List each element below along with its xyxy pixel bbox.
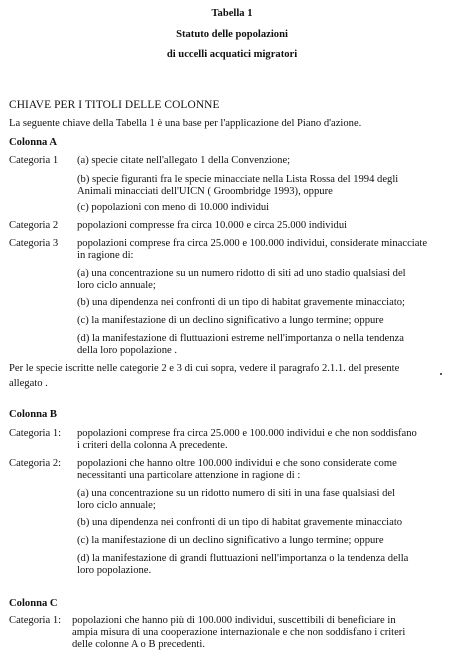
colonna-a-cat1-b-line1: (b) specie figuranti fra le specie minacciate nella Lista Rossa del 1994 degli — [77, 174, 399, 185]
colonna-a-cat3-b: (b) una dipendenza nei confronti di un tipo di habitat gravemente minacciato; — [77, 297, 405, 308]
colonna-b-cat1-line1: popolazioni comprese fra circa 25.000 e 100.000 individui e che non soddisfano — [77, 428, 417, 439]
colonna-b-cat2-line1: popolazioni che hanno oltre 100.000 individui e che sono considerate come — [77, 458, 397, 469]
colonna-b-cat2-a-line1: (a) una concentrazione su un ridotto numero di siti in una fase qualsiasi del — [77, 488, 396, 499]
colonna-c-cat1-label: Categoria 1: — [9, 615, 62, 626]
colonna-a-note-line1: Per le specie iscritte nelle categorie 2 e 3 di cui sopra, vedere il paragrafo 2.1.1. del presente — [9, 363, 400, 374]
colonna-a-heading: Colonna A — [9, 137, 57, 148]
colonna-a-cat2-text: popolazioni compresse fra circa 10.000 e circa 25.000 individui — [77, 220, 348, 231]
colonna-b-cat2-c: (c) la manifestazione di un declino significativo a lungo termine; oppure — [77, 535, 384, 546]
colonna-a-cat3-line2: in ragione di: — [77, 250, 134, 261]
colonna-c-cat1-line1: popolazioni che hanno più di 100.000 individui, suscettibili di beneficiare in — [72, 615, 396, 626]
colonna-a-cat1-label: Categoria 1 — [9, 155, 59, 166]
colonna-c-cat1-line3: delle colonne A o B precedenti. — [72, 639, 205, 650]
table-title-line2: di uccelli acquatici migratori — [166, 49, 298, 60]
colonna-a-cat3-d-line1: (d) la manifestazione di fluttuazioni estreme nell'importanza o nella tendenza — [77, 333, 404, 344]
colonna-a-note-line2: allegato . — [9, 378, 48, 389]
colonna-a-cat3-line1: popolazioni comprese fra circa 25.000 e 100.000 individui, considerate minacciate — [77, 238, 428, 249]
colonna-a-cat3-a-line1: (a) una concentrazione su un numero ridotto di siti ad uno stadio qualsiasi del — [77, 268, 406, 279]
colonna-b-cat2-b: (b) una dipendenza nei confronti di un tipo di habitat gravemente minacciato — [77, 517, 403, 528]
colonna-a-cat1-a: (a) specie citate nell'allegato 1 della Convenzione; — [77, 155, 291, 166]
colonna-a-cat3-label: Categoria 3 — [9, 238, 59, 249]
table-title-line1: Statuto delle popolazioni — [176, 29, 288, 40]
colonna-b-cat2-d-line1: (d) la manifestazione di grandi fluttuazioni nell'importanza o la tendenza della — [77, 553, 409, 564]
stray-dot — [440, 373, 442, 375]
colonna-c-cat1-line2: ampia misura di una cooperazione internazionale e che non soddisfano i criteri — [72, 627, 406, 638]
key-intro: La seguente chiave della Tabella 1 è una base per l'applicazione del Piano d'azione. — [9, 118, 362, 129]
colonna-b-cat2-line2: necessitanti una particolare attenzione in ragione di : — [77, 470, 301, 481]
colonna-b-cat1-label: Categoria 1: — [9, 428, 62, 439]
colonna-a-cat1-b-line2: Animali minacciati dell'UICN ( Groombridge 1993), oppure — [77, 186, 333, 197]
colonna-a-cat1-c: (c) popolazioni con meno di 10.000 individui — [77, 202, 270, 213]
key-heading: CHIAVE PER I TITOLI DELLE COLONNE — [9, 99, 220, 111]
table-number: Tabella 1 — [211, 8, 253, 19]
colonna-b-heading: Colonna B — [9, 409, 57, 420]
colonna-b-cat2-label: Categoria 2: — [9, 458, 62, 469]
colonna-c-heading: Colonna C — [9, 598, 58, 609]
colonna-a-cat3-d-line2: della loro popolazione . — [77, 345, 178, 356]
colonna-a-cat3-a-line2: loro ciclo annuale; — [77, 280, 156, 291]
colonna-a-cat3-c: (c) la manifestazione di un declino significativo a lungo termine; oppure — [77, 315, 384, 326]
colonna-a-cat2-label: Categoria 2 — [9, 220, 59, 231]
colonna-b-cat2-a-line2: loro ciclo annuale; — [77, 500, 156, 511]
colonna-b-cat1-line2: i criteri della colonna A precedente. — [77, 440, 228, 451]
colonna-b-cat2-d-line2: loro popolazione. — [77, 565, 152, 576]
